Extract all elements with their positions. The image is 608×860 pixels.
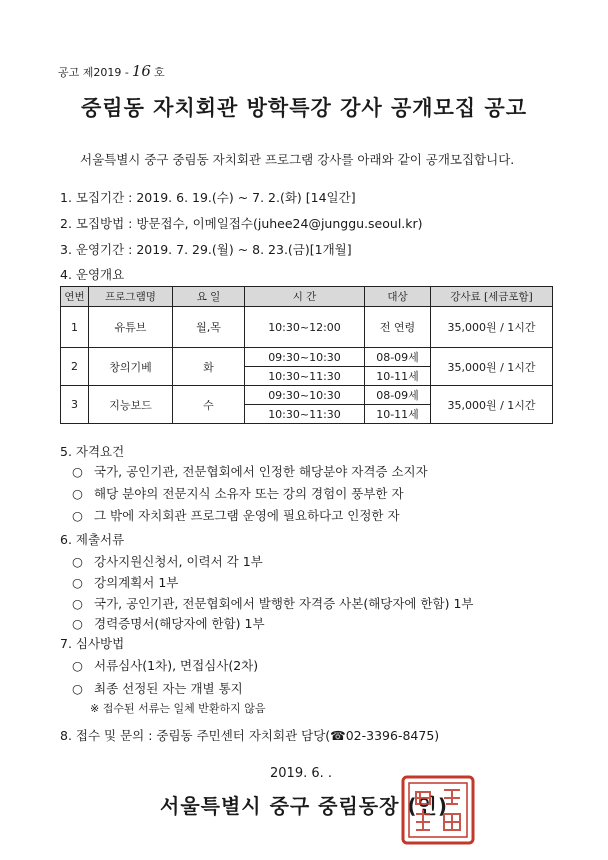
cell-time: 09:30~10:30 bbox=[245, 348, 365, 367]
review-note: ※ 접수된 서류는 일체 반환하지 않음 bbox=[90, 702, 266, 715]
operation-period: 3. 운영기간 : 2019. 7. 29.(월) ~ 8. 23.(금)[1개월] bbox=[60, 242, 352, 257]
cell-fee: 35,000원 / 1시간 bbox=[431, 307, 553, 348]
contact-info: 8. 접수 및 문의 : 중림동 주민센터 자치회관 담당(☎02-3396-8475) bbox=[60, 728, 440, 743]
official-seal-icon bbox=[400, 774, 476, 846]
recruit-period: 1. 모집기간 : 2019. 6. 19.(수) ~ 7. 2.(화) [14일간] bbox=[60, 190, 356, 205]
cell-days: 수 bbox=[173, 386, 245, 424]
issuer-name: 서울특별시 중구 중림동장 (인) bbox=[160, 794, 449, 818]
bullet-icon: ○ bbox=[72, 464, 83, 479]
cell-program: 창의기베 bbox=[89, 348, 173, 386]
cell-time: 10:30~11:30 bbox=[245, 405, 365, 424]
bullet-icon: ○ bbox=[72, 575, 83, 590]
list-item: ○ 최종 선정된 자는 개별 통지 bbox=[72, 681, 243, 696]
col-header-fee: 강사료 [세금포함] bbox=[431, 287, 553, 307]
cell-days: 월,목 bbox=[173, 307, 245, 348]
cell-target: 08-09세 bbox=[365, 386, 431, 405]
overview-heading: 4. 운영개요 bbox=[60, 267, 125, 282]
list-item: ○ 서류심사(1차), 면접심사(2차) bbox=[72, 658, 259, 673]
bullet-icon: ○ bbox=[72, 486, 83, 501]
documents-heading: 6. 제출서류 bbox=[60, 532, 125, 547]
cell-fee: 35,000원 / 1시간 bbox=[431, 348, 553, 386]
cell-time: 10:30~12:00 bbox=[245, 307, 365, 348]
cell-target: 08-09세 bbox=[365, 348, 431, 367]
cell-target: 10-11세 bbox=[365, 367, 431, 386]
list-item: ○ 경력증명서(해당자에 한함) 1부 bbox=[72, 616, 265, 631]
schedule-table bbox=[60, 286, 553, 424]
cell-target: 전 연령 bbox=[365, 307, 431, 348]
notice-prefix: 공고 제2019 - bbox=[58, 66, 129, 79]
col-header-time: 시 간 bbox=[245, 287, 365, 307]
table-row bbox=[61, 386, 553, 405]
notice-suffix: 호 bbox=[153, 66, 165, 79]
bullet-icon: ○ bbox=[72, 616, 83, 631]
seal-border bbox=[403, 777, 473, 843]
list-item: ○ 국가, 공인기관, 전문협회에서 발행한 자격증 사본(해당자에 한함) 1부 bbox=[72, 596, 474, 611]
cell-no: 1 bbox=[61, 307, 89, 348]
notice-number-handwritten: 16 bbox=[131, 62, 151, 80]
notice-number bbox=[58, 62, 165, 80]
seal-glyph bbox=[416, 790, 460, 830]
qualifications-heading: 5. 자격요건 bbox=[60, 444, 125, 459]
list-item: ○ 해당 분야의 전문지식 소유자 또는 강의 경험이 풍부한 자 bbox=[72, 486, 404, 501]
col-header-target: 대상 bbox=[365, 287, 431, 307]
bullet-icon: ○ bbox=[72, 554, 83, 569]
table-row bbox=[61, 348, 553, 367]
intro-text: 서울특별시 중구 중림동 자치회관 프로그램 강사를 아래와 같이 공개모집합니다. bbox=[80, 152, 515, 167]
cell-time: 09:30~10:30 bbox=[245, 386, 365, 405]
cell-no: 3 bbox=[61, 386, 89, 424]
page-title: 중림동 자치회관 방학특강 강사 공개모집 공고 bbox=[81, 96, 527, 120]
cell-program: 유튜브 bbox=[89, 307, 173, 348]
recruit-method: 2. 모집방법 : 방문접수, 이메일접수(juhee24@junggu.seoul.kr) bbox=[60, 216, 423, 231]
bullet-icon: ○ bbox=[72, 508, 83, 523]
cell-no: 2 bbox=[61, 348, 89, 386]
issue-date: 2019. 6. . bbox=[270, 766, 333, 781]
table-row bbox=[61, 307, 553, 348]
cell-target: 10-11세 bbox=[365, 405, 431, 424]
list-item: ○ 그 밖에 자치회관 프로그램 운영에 필요하다고 인정한 자 bbox=[72, 508, 400, 523]
list-item: ○ 강의계획서 1부 bbox=[72, 575, 179, 590]
bullet-icon: ○ bbox=[72, 658, 83, 673]
cell-time: 10:30~11:30 bbox=[245, 367, 365, 386]
col-header-no: 연번 bbox=[61, 287, 89, 307]
list-item: ○ 강사지원신청서, 이력서 각 1부 bbox=[72, 554, 263, 569]
col-header-days: 요 일 bbox=[173, 287, 245, 307]
bullet-icon: ○ bbox=[72, 596, 83, 611]
cell-days: 화 bbox=[173, 348, 245, 386]
col-header-program: 프로그램명 bbox=[89, 287, 173, 307]
cell-fee: 35,000원 / 1시간 bbox=[431, 386, 553, 424]
table-header-row bbox=[61, 287, 553, 307]
review-heading: 7. 심사방법 bbox=[60, 636, 125, 651]
bullet-icon: ○ bbox=[72, 681, 83, 696]
list-item: ○ 국가, 공인기관, 전문협회에서 인정한 해당분야 자격증 소지자 bbox=[72, 464, 428, 479]
cell-program: 지능보드 bbox=[89, 386, 173, 424]
